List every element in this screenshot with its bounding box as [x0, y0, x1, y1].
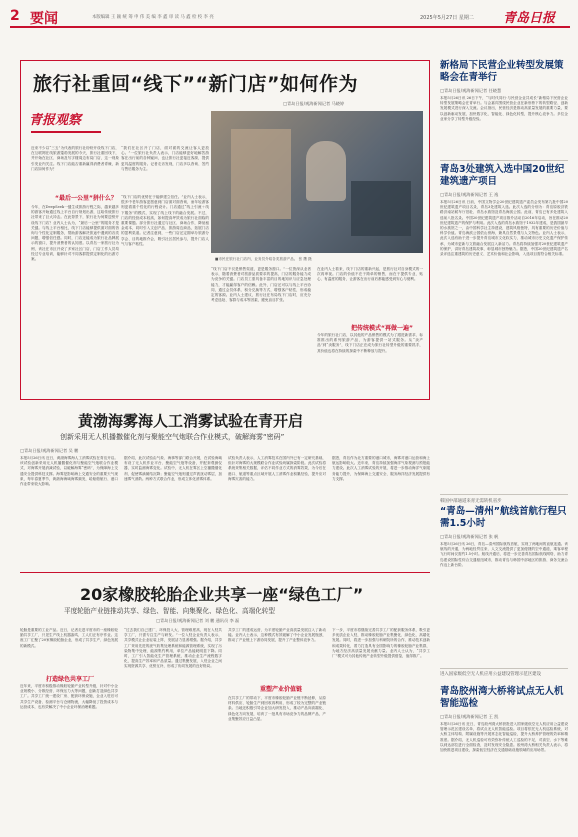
lead-para-1: 近来不少以“三五”为代表的旅行社纷纷开设线下门店，在互联网在线旅游蓬勃发展的今天，旅行社重回线下，并开始在社区、商场及写字楼周边布局门店，这一现象引发业内关注。线下门店能否重新赢得消费者青睐，新门店如何作为？	[31, 146, 119, 171]
sidebar-divider-3	[440, 668, 568, 669]
story3-subtitle: 平度轮胎产业链推动共享、绿色、智能、向集聚化、绿色化、高端化转型	[64, 607, 275, 615]
sidebar-story4-body: 本报5月26日讯 近日，青岛胶州湾大桥获批进入国家级低空无人机应用公益建设管理示范区建设名单，将试点无人机智能巡检。项目将依托无人机巡检系统，对大桥主体结构、附属设施等开展常态化智能巡检，提升大桥养护管理的效率和精准度。据介绍，无人机巡检可有效弥补传统人工巡检的不足，对高空、水下等难以到达部位进行全面检查，及时发现安全隐患。胶州湾大桥相关负责人表示，将加快推进项目建设，探索低空经济在交通基础设施领域的应用场景。	[440, 722, 568, 753]
story3-top-rule	[20, 572, 430, 573]
lead-para-7: 今年的旅行社门店，以其他的产品销售的模式为了跟进新需求、标准推出的系列旅游产品，为游客提供一站式服务。从“卖产品”到“卖服务”，线下门店正在成为旅行社转型升级的重要抓手，其价值也将在持续的探索中不断释放与提升。	[317, 333, 423, 353]
lead-para-2: “我们在社区开了门店，面对面的交流让客人更放心。”一位旅行社负责人表示，门店能够更好地解答游客在出行前的各种疑问，也让旅行社更接近客源，提供更具温度的服务。记者走访发现，门店多以咨询、签约与售后服务为主。	[121, 146, 209, 171]
story2-title: 黄渤海雾海人工消雾试验在青开启	[78, 412, 304, 430]
lead-para-5: “线下门店不仅是销售渠道，更是服务窗口。”一位资深从业者表示，随着消费者对旅游品质要求的提高，门店的服务能力成为竞争的关键。门店员工需具备丰富的目的地知识与应急处理能力，才能赢得客户的信赖。此外，门店还可以与线上平台协同，通过会员体系、积分兑换等方式，增强客户粘性，形成稳定的客源。业内人士建议，旅行社在布局线下门店时，应充分考虑选址、客群与成本等因素，避免盲目扩张。	[211, 267, 311, 303]
sidebar-divider-1	[440, 160, 568, 161]
masthead-logo: 青岛日报	[503, 11, 556, 26]
story2-col3: 试验负责人表示，人工消雾技术在国内外已有一定研究基础，但针对海雾的大规模联合作业试验尚属探索阶段。此次试验将系统采集相关数据，评估不同作业方式的消雾效果，为今后在港口、航道等重点区域开展人工消雾作业积累经验，提升应对海雾灾害的能力。	[228, 456, 326, 481]
photo-desk	[351, 181, 411, 236]
lead-photo-caption: ■市民在旅行社门店内，业务员介绍各类旅游产品。 张 鹰 摄	[215, 257, 312, 261]
column-logo	[29, 109, 107, 139]
story2-col1: 本报5月26日讯 近日，黄渤海雾海人工消雾试验在青岛开启。该试验创新采用无人机播撒催化剂与聚能空气炮联合作业模式，对海雾开展消减试验，以破解海雾“密码”，为保障海上交通安全提供科技支撑。海雾是影响海上交通安全的重要天气现象，每年春夏季节，黄渤海海域海雾频发，给船舶航行、港口作业带来较大影响。	[20, 456, 118, 487]
sidebar-story3-byline: □青岛日报/观海新闻记者 张 帆	[440, 534, 499, 539]
lead-photo	[211, 111, 423, 253]
story3-subhead-1: 打造绿色共享工厂	[46, 676, 95, 683]
story2-subtitle: 创新采用无人机播撒催化剂与聚能空气炮联合作业模式，破解海雾“密码”	[60, 433, 285, 441]
sidebar-story3-body: 本报5月26日讯 26日，青岛—清州国际航线首航，实现了两地间的直航连通。该航线的开通，为两地经贸往来、人文交流提供了更加便捷的空中通道，乘客单程飞行时间仅需约1.5小时。航线开通后，将进一步完善青岛国际航线网络，助力青岛建设国际性综合交通枢纽城市，推动青岛与韩国中部地区的旅游、商务交流合作迈上新台阶。	[440, 542, 568, 567]
story2-col2: 据介绍，此次试验由气象、海事等部门联合开展，在试验海域布设了无人机作业平台、聚能空气炮等设备，并配套观测仪器，实时监测海雾变化。试验中，无人机在雾区上空播撒催化剂，促使雾滴凝结沉降；聚能空气炮则通过声波扰动雾层，加速雾气消散。两种方式联合作业，形成立体化消雾体系。	[124, 456, 222, 481]
story3	[20, 572, 430, 828]
column-logo-text: 青报观察	[29, 113, 82, 128]
sidebar-story2-byline: □青岛日报/观海新闻记者 王 逸	[440, 192, 499, 197]
lead-story	[20, 60, 430, 400]
page-header	[10, 6, 570, 28]
story3-subhead-2: 重塑产业价值链	[260, 686, 303, 693]
section-name: 要闻	[30, 11, 58, 27]
sidebar-story4-title: 青岛胶州湾大桥将试点无人机智能巡检	[440, 686, 564, 709]
story3-col2: “过去我们自己建厂，环保投入大、管理难度高，现在入驻共享工厂，只需专注生产与研发。”一位入驻企业负责人表示，共享模式让企业轻装上阵，发展活力显著增强。据介绍，共享工厂采用先进的废气收集处理系统和能源管理系统，实现了污染物集中处理、能源集约利用，单位产品能耗明显下降。同时，工厂引入智能化生产管理系统，推动企业生产流程数字化，提高生产效率和产品质量。通过集聚发展，入驻企业之间实现资源共享、优势互补，形成了协同发展的良好格局。	[124, 628, 222, 669]
column-logo-underline	[31, 131, 101, 133]
story2-byline: □青岛日报/观海新闻记者 吴 鹏	[20, 448, 79, 453]
sidebar-divider-2	[440, 494, 568, 495]
story3-col1b: 近年来，平度市积极推动橡胶轮胎产业转型升级，针对中小企业规模小、分散经营、环保压力大等问题，创新打造绿色共享工厂。共享工厂统一建设厂房、配套环保设施，企业入驻后可共享生产设备、检测平台与仓储物流，大幅降低了投资成本与运营成本，也有效解决了中小企业环保治理难题。	[20, 684, 118, 709]
story3-col1a: 轮胎是重要的工业产品。近日，记者走进平度市的一座橡胶轮胎共享工厂，只见生产线上机器轰鸣，工人们正有序作业。这座工厂汇聚了20家橡胶轮胎企业，形成了共享生产、绿色发展的新模式。	[20, 628, 118, 648]
photo-figure	[306, 141, 346, 201]
story3-col3a: 共享工厂的建成运营，为平度轮胎产业高质量发展注入了新动能。业内人士表示，这种模式有效破解了中小企业发展瓶颈，推动了产业链上下游协同发展，提升了产业整体竞争力。	[228, 628, 326, 643]
sidebar-lower	[440, 668, 568, 828]
story3-byline: □青岛日报/观海新闻记者 刘 鹏 通讯员 李 磊	[156, 618, 240, 623]
sidebar-story4-byline: □青岛日报/观海新闻记者 王 凯	[440, 714, 499, 719]
sidebar-story3-title: “青岛—清州”航线首航行程只需1.5小时	[440, 506, 567, 529]
lead-para-6: 在业内人士看来，线下门店的重新兴起，是旅行社对自身模式的一次再审视。门店的价值不在于简单的销售，而在于提供专业、贴心、有温度的服务，让游客在出行前后都能感受到安心与便利。	[317, 267, 423, 282]
sidebar-story2-body: 本报5月26日讯 日前，中国文物学会20世纪建筑遗产委员会发布第九批中国20世纪建筑遗产项目名录，青岛3处建筑入选。此次入选的分别为：青岛原胶济铁路济南站候车厅旧址、青岛水族馆及青岛海滨公园。此前，青岛已有多处建筑入选前八批名录。中国20世纪建筑遗产项目推介活动自2016年启动，旨在推动20世纪建筑遗产的保护与利用。此次入选的青岛水族馆于1932年建成，是我国最早的水族馆之一，由中国科学社主持建设，建筑风格独特，具有重要的历史价值与科学价值。青岛海滨公园依山傍海，兼具自然景观与人文特色。业内人士表示，此次入选有助于进一步提升青岛城市文化软实力，推动城市历史文化遗产保护传承，为城市更新与文旅融合发展注入新活力。青岛将持续加强对20世纪建筑遗产的保护，讲好青岛建筑故事，彰显城市独特魅力。据悉，中国20世纪建筑遗产名录评选注重建筑的历史意义、艺术价值和社会影响，入选项目需符合相关标准。	[440, 200, 568, 257]
sidebar-story3-kicker: 韩国中部通道来青无需转机省步	[440, 499, 502, 504]
lead-para-4: “线下门店的优势在于能够建立信任。”业内人士表示，很多中老年游客更愿意到门店面对面咨询，而年轻游客则更看重个性化的行程设计。门店通过“线上引流＋线下服务”的模式，实现了线上线下的融合发展。不过，门店的经营成本较高，如何提高坪效成为旅行社面临的重要课题。部分旅行社通过与社区、商场合作，降低租金成本，同时引入文创产品、旅游周边商品，拓展门店的盈利渠道。记者注意到，一些门店还定期举办旅游分享会、目的地推介会，吸引社区居民参与，提升门店人气与客户粘性。	[121, 195, 209, 246]
sidebar-story2-title: 青岛3处建筑入选中国20世纪建筑遗产项目	[440, 164, 565, 187]
page-number: 2	[10, 8, 20, 24]
lead-para-3: 今年，在DeepSeek一键生成旅游行程之际，越来越多的游客开始通过线上平台自行规划出游，这给传统旅行社带来了巨大冲击。在此背景下，旅行社为何要逆势开设线下门店？业内人士认为，“最后一公里”的服务才是关键。与线上平台相比，线下门店能够提供面对面的咨询与个性化定制服务，帮助游客解决旅途中遇到的各类问题，增强信任感。同时，门店还能成为旅行社品牌展示的窗口，提升消费者的认知度。以青岛一家旅行社为例，该社在市区开设了多家社区门店，门店工作人员均经过专业培训，能够针对不同客群提供定制化的出游方案。	[31, 205, 119, 262]
issue-date: 2025年5月27日 星期二	[420, 15, 474, 21]
lead-byline: □青岛日报/观海新闻记者 马晓婷	[283, 101, 345, 106]
story2-col4: 据悉，青岛作为北方重要的港口城市，海雾对港口运营和海上航运影响较大。近年来，青岛持续加强海洋气象观测与预报能力建设。此次人工消雾试验的开展，将进一步推动海洋气象服务能力提升，为保障海上交通安全、服务海洋经济发展提供有力支撑。	[332, 456, 430, 481]
sidebar-story1-byline: □青岛日报/观海新闻记者 任晓慧	[440, 88, 502, 93]
story3-col3b: 在共享工厂的带动下，平度市橡胶轮胎产业链不断延伸，从原材料供应、轮胎生产到回收再利用，形成了较为完整的产业链条。当地还积极引导企业加大研发投入，推动产品向高端化、绿色化方向发展，培育了一批具有市场竞争力的品牌产品，产业集聚效应日益凸显。	[228, 696, 326, 721]
story2	[20, 404, 430, 524]
sidebar-story1-body: 本报5月26日讯 26日下午，“与时代同行·与民营企业共成长”新格局下民营企业转型发展策略会在青举行。与会嘉宾围绕民营企业在新形势下的转型路径、创新发展模式进行深入交流。会议指出，民营经济是推动高质量发展的重要力量，要以创新驱动发展，加快数字化、智能化、绿色化转型，提升核心竞争力。多位企业家分享了转型升级经验。	[440, 96, 568, 121]
sidebar-story1-title: 新格局下民营企业转型发展策略会在青举行	[440, 60, 564, 83]
sidebar-story4-kicker: 进入国家级低空无人机应用公益建设管理示范区建设	[440, 672, 541, 677]
sidebar	[440, 60, 568, 620]
lead-title: 旅行社重回“线下”“新门店”如何作为	[33, 73, 358, 95]
editor-info: 本版编辑 王 颖 统 筹 申 伟 美 编 李 鑫 审 读 马 鑫 检 校 李 亮	[92, 15, 214, 20]
story3-col4: 下一步，平度市将继续完善共享工厂的配套服务体系，吸引更多优质企业入驻，推动橡胶轮胎产业集聚化、绿色化、高端化发展。同时，将进一步加强与科研院所的合作，推动技术创新和成果转化，着力打造具有全国影响力的橡胶轮胎产业集群，为地方经济高质量发展贡献力量。业内人士认为，“共享工厂”模式可为其他传统产业转型升级提供借鉴，值得推广。	[332, 628, 430, 659]
lead-subhead-1: “最后一公里”拼什么？	[55, 195, 117, 202]
photo-shelf	[231, 129, 291, 219]
story3-title: 20家橡胶轮胎企业共享一座“绿色工厂”	[80, 585, 364, 604]
lead-subhead-2: 把传统模式“再做一遍”	[351, 325, 413, 332]
